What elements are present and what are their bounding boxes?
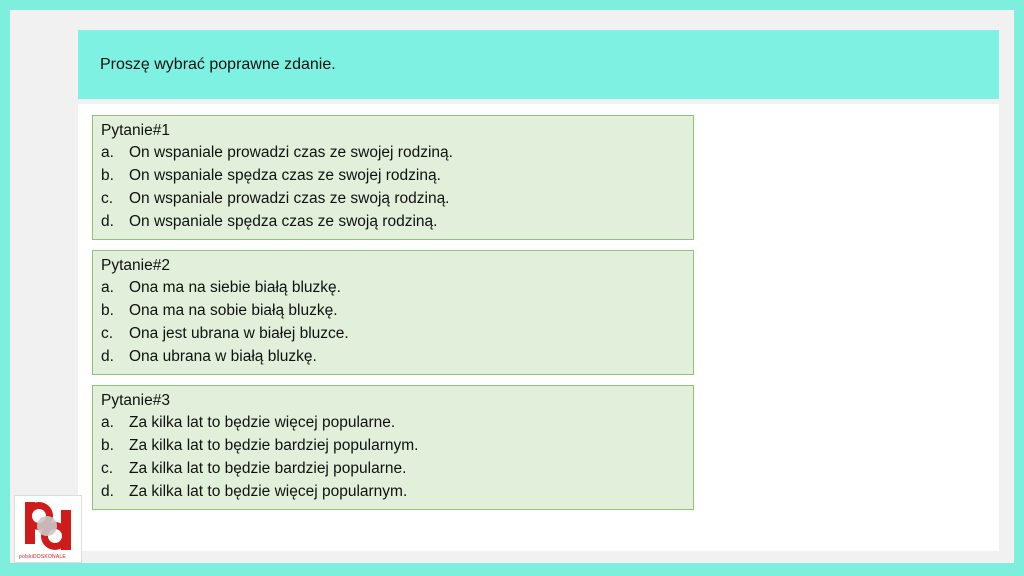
- answer-option-2d[interactable]: [101, 345, 685, 368]
- option-letter: d.: [101, 348, 114, 365]
- answer-option-3a[interactable]: [101, 411, 685, 434]
- content-area: [78, 104, 999, 551]
- option-text: Ona ma na siebie białą bluzkę.: [129, 279, 341, 296]
- answer-option-3c[interactable]: [101, 457, 685, 480]
- option-letter: a.: [101, 144, 114, 161]
- answer-option-2b[interactable]: [101, 299, 685, 322]
- option-letter: b.: [101, 167, 114, 184]
- option-letter: c.: [101, 460, 114, 477]
- logo-text: polskiDOSKONALE: [19, 554, 66, 560]
- answer-option-1b[interactable]: [101, 164, 685, 187]
- answer-option-3b[interactable]: [101, 434, 685, 457]
- answer-option-1a[interactable]: [101, 141, 685, 164]
- option-letter: b.: [101, 437, 114, 454]
- option-text: On wspaniale prowadzi czas ze swojej rodziną.: [129, 144, 453, 161]
- option-letter: b.: [101, 302, 114, 319]
- instruction-text: Proszę wybrać poprawne zdanie.: [100, 55, 336, 73]
- answer-option-2a[interactable]: [101, 276, 685, 299]
- option-letter: c.: [101, 190, 114, 207]
- answer-option-1c[interactable]: [101, 187, 685, 210]
- option-text: Za kilka lat to będzie więcej popularnym.: [129, 483, 408, 500]
- header-bar: [78, 30, 999, 99]
- option-text: On wspaniale spędza czas ze swoją rodziną.: [129, 213, 438, 230]
- option-letter: a.: [101, 414, 114, 431]
- logo-mark-icon: [15, 496, 81, 562]
- option-text: Za kilka lat to będzie bardziej popularnym.: [129, 437, 419, 454]
- question-box-1: [92, 115, 694, 240]
- option-text: Ona ubrana w białą bluzkę.: [129, 348, 317, 365]
- option-text: Ona jest ubrana w białej bluzce.: [129, 325, 349, 342]
- option-text: Za kilka lat to będzie więcej popularne.: [129, 414, 396, 431]
- answer-option-2c[interactable]: [101, 322, 685, 345]
- question-title: Pytanie#1: [101, 122, 170, 139]
- option-letter: c.: [101, 325, 114, 342]
- option-text: On wspaniale spędza czas ze swojej rodziną.: [129, 167, 441, 184]
- brand-logo: [14, 495, 82, 563]
- option-text: Za kilka lat to będzie bardziej popularne.: [129, 460, 407, 477]
- option-text: Ona ma na sobie białą bluzkę.: [129, 302, 338, 319]
- answer-option-3d[interactable]: [101, 480, 685, 503]
- option-text: On wspaniale prowadzi czas ze swoją rodziną.: [129, 190, 450, 207]
- option-letter: d.: [101, 483, 114, 500]
- slide: [10, 10, 1014, 563]
- question-box-2: [92, 250, 694, 375]
- question-box-3: [92, 385, 694, 510]
- question-title: Pytanie#2: [101, 257, 170, 274]
- option-letter: a.: [101, 279, 114, 296]
- question-title: Pytanie#3: [101, 392, 170, 409]
- option-letter: d.: [101, 213, 114, 230]
- answer-option-1d[interactable]: [101, 210, 685, 233]
